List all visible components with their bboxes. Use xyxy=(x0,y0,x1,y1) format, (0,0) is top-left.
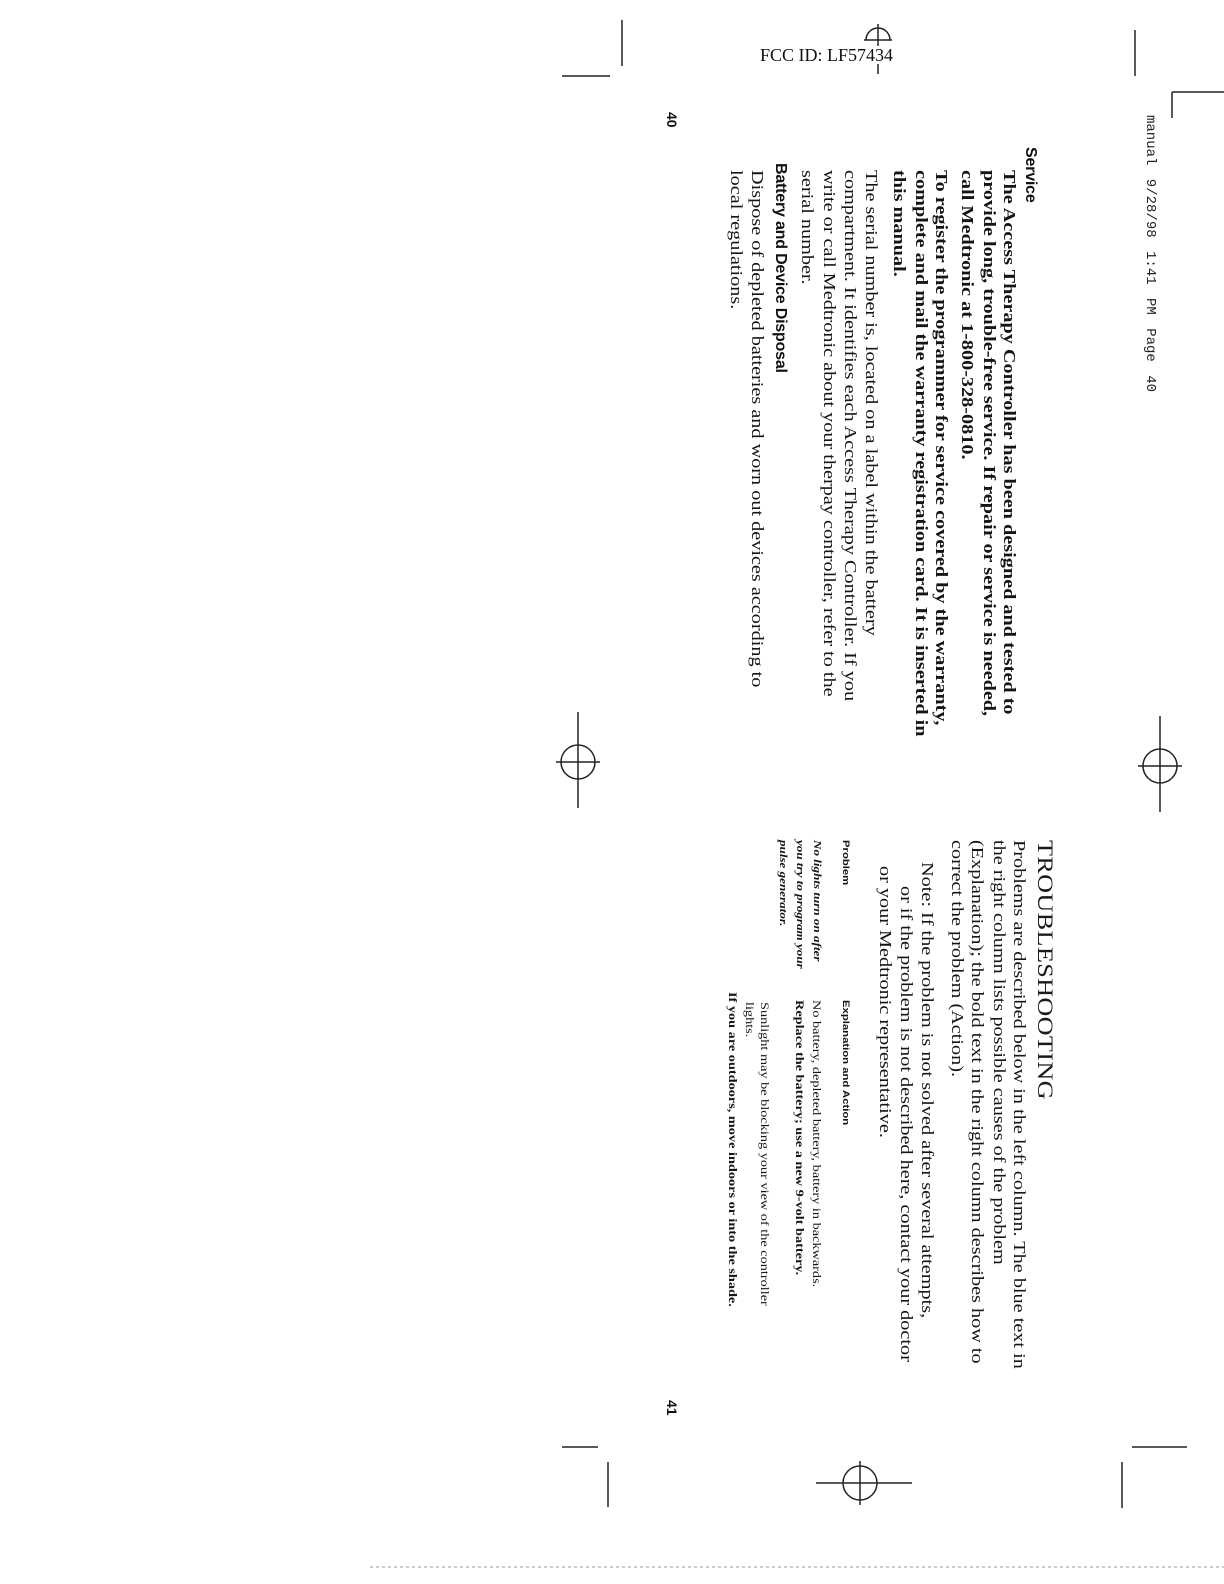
body-line: The Access Therapy Controller has been designed and tested to xyxy=(1000,170,1019,715)
note-line: Note: If the problem is not solved after several attempts, xyxy=(918,862,937,1319)
page-number-left: 40 xyxy=(664,112,680,128)
body-line: provide long, trouble-free service. If repair or service is needed, xyxy=(980,170,999,717)
action-line: If you are outdoors, move indoors or into the shade. xyxy=(726,992,740,1307)
intro-line: Problems are described below in the left column. The blue text in xyxy=(1010,840,1029,1369)
intro-line: the right column lists possible causes of the problem xyxy=(990,840,1009,1265)
explanation-line: No battery, depleted battery, battery in backwards. xyxy=(810,1000,824,1288)
table-header-problem: Problem xyxy=(840,840,851,886)
table-header-explanation: Explanation and Action xyxy=(840,1000,851,1126)
action-line: Replace the battery; use a new 9-volt battery. xyxy=(793,1000,807,1276)
body-line: this manual. xyxy=(890,170,909,277)
explanation-line: Sunlight may be blocking your view of the controller xyxy=(758,1002,772,1306)
troubleshooting-title: TROUBLESHOOTING xyxy=(1033,840,1058,1100)
body-line: local regulations. xyxy=(727,170,746,310)
section-heading-service: Service xyxy=(1022,147,1039,203)
intro-line: (Explanation); the bold text in the right column describes how to xyxy=(968,840,987,1364)
explanation-line: lights. xyxy=(743,1002,757,1038)
note-line: or your Medtronic representative. xyxy=(876,866,895,1138)
intro-line: correct the problem (Action). xyxy=(948,840,967,1078)
body-line: Dispose of depleted batteries and worn out devices according to xyxy=(748,170,767,688)
body-line: serial number. xyxy=(798,170,817,285)
page-number-right: 41 xyxy=(664,1400,680,1416)
fcc-id-stamp: FCC ID: LF57434 xyxy=(760,45,894,65)
print-header: manual 9/28/98 1:41 PM Page 40 xyxy=(1142,115,1158,393)
body-line: compartment. It identifies each Access Therapy Controller. If you xyxy=(841,170,860,702)
problem-line: No lights turn on after xyxy=(811,840,823,962)
body-line: complete and mail the warranty registration card. It is inserted in xyxy=(912,170,931,737)
problem-line: pulse generator. xyxy=(777,840,789,927)
body-line: To register the programmer for service covered by the warranty, xyxy=(932,170,951,726)
body-line: The serial number is, located on a label within the battery xyxy=(862,170,881,636)
note-line: or if the problem is not described here, contact your doctor xyxy=(897,886,916,1362)
section-heading-disposal: Battery and Device Disposal xyxy=(772,163,789,373)
problem-line: you try to program your xyxy=(794,840,806,969)
body-line: write or call Medtronic about your therpay controller, refer to the xyxy=(820,170,839,697)
body-line: call Medtronic at 1-800-328-0810. xyxy=(958,170,977,460)
